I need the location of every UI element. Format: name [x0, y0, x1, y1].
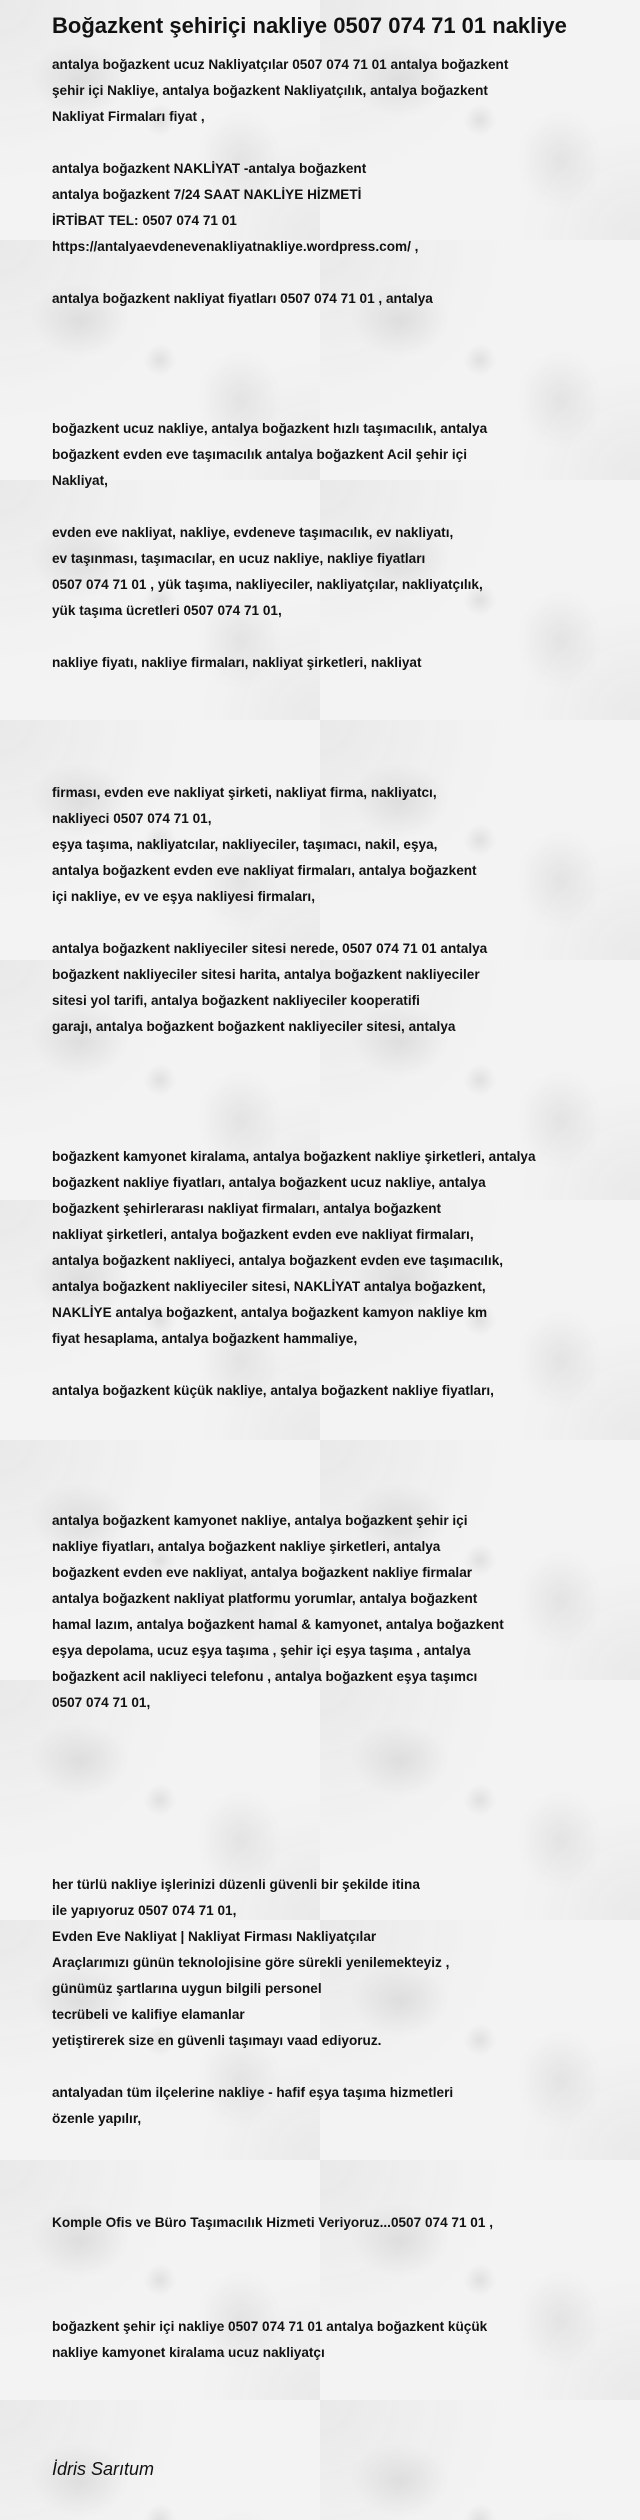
text-line: 0507 074 71 01,: [52, 1695, 151, 1710]
text-line: Evden Eve Nakliyat | Nakliyat Firması Nakliyatçılar: [52, 1929, 377, 1944]
page-title: Boğazkent şehiriçi nakliye 0507 074 71 01 nakliye: [52, 13, 567, 38]
paragraph-gap: [52, 2054, 632, 2080]
text-line: Araçlarımızı günün teknolojisine göre sürekli yenilemekteyiz ,: [52, 1955, 450, 1970]
text-line: NAKLİYE antalya boğazkent, antalya boğazkent kamyon nakliye km: [52, 1305, 488, 1320]
text-line: fiyat hesaplama, antalya boğazkent hammaliye,: [52, 1331, 358, 1346]
text-line: Komple Ofis ve Büro Taşımacılık Hizmeti Veriyoruz...0507 074 71 01 ,: [52, 2215, 493, 2230]
text-line: yetiştirerek size en güvenli taşımayı vaad ediyoruz.: [52, 2033, 382, 2048]
text-line: antalya boğazkent kamyonet nakliye, antalya boğazkent şehir içi: [52, 1513, 468, 1528]
section-gap: [52, 1040, 632, 1144]
text-line: antalya boğazkent evden eve nakliyat firmaları, antalya boğazkent: [52, 863, 477, 878]
text-line: nakliyeci 0507 074 71 01,: [52, 811, 212, 826]
text-line: özenle yapılır,: [52, 2111, 142, 2126]
text-line: eşya depolama, ucuz eşya taşıma , şehir içi eşya taşıma , antalya: [52, 1643, 471, 1658]
text-line: Nakliyat,: [52, 473, 108, 488]
text-line: nakliye fiyatları, antalya boğazkent nakliye şirketleri, antalya: [52, 1539, 441, 1554]
article-body: [52, 52, 632, 2366]
text-line: antalya boğazkent nakliyeci, antalya boğazkent evden eve taşımacılık,: [52, 1253, 504, 1268]
text-line: nakliye kamyonet kiralama ucuz nakliyatçı: [52, 2345, 325, 2360]
text-line: antalya boğazkent nakliyeciler sitesi, NAKLİYAT antalya boğazkent,: [52, 1279, 486, 1294]
text-line: içi nakliye, ev ve eşya nakliyesi firmaları,: [52, 889, 315, 904]
text-line: boğazkent kamyonet kiralama, antalya boğazkent nakliye şirketleri, antalya: [52, 1149, 536, 1164]
text-line: boğazkent ucuz nakliye, antalya boğazkent hızlı taşımacılık, antalya: [52, 421, 488, 436]
text-line: 0507 074 71 01 , yük taşıma, nakliyeciler, nakliyatçılar, nakliyatçılık,: [52, 577, 483, 592]
text-line: tecrübeli ve kalifiye elamanlar: [52, 2007, 245, 2022]
text-line: nakliyat şirketleri, antalya boğazkent evden eve nakliyat firmaları,: [52, 1227, 474, 1242]
text-line: firması, evden eve nakliyat şirketi, nakliyat firma, nakliyatcı,: [52, 785, 437, 800]
section-gap: [52, 312, 632, 416]
text-line: antalya boğazkent nakliyeciler sitesi nerede, 0507 074 71 01 antalya: [52, 941, 488, 956]
text-line: yük taşıma ücretleri 0507 074 71 01,: [52, 603, 282, 618]
text-line: ile yapıyoruz 0507 074 71 01,: [52, 1903, 237, 1918]
text-line: günümüz şartlarına uygun bilgili personel: [52, 1981, 322, 1996]
paragraph-gap: [52, 1352, 632, 1378]
author-signature: İdris Sarıtum: [52, 2459, 155, 2479]
section-gap: [52, 2236, 632, 2314]
text-line: nakliye fiyatı, nakliye firmaları, nakliyat şirketleri, nakliyat: [52, 655, 422, 670]
text-line: boğazkent şehir içi nakliye 0507 074 71 01 antalya boğazkent küçük: [52, 2319, 488, 2334]
section-gap: [52, 1404, 632, 1508]
text-line: boğazkent şehirlerarası nakliyat firmaları, antalya boğazkent: [52, 1201, 442, 1216]
paragraph-gap: [52, 624, 632, 650]
phone-line: İRTİBAT TEL: 0507 074 71 01: [52, 213, 237, 228]
text-line: antalya boğazkent 7/24 SAAT NAKLİYE HİZMETİ: [52, 187, 362, 202]
text-line: antalya boğazkent nakliyat fiyatları 0507 074 71 01 , antalya: [52, 291, 433, 306]
text-line: boğazkent nakliye fiyatları, antalya boğazkent ucuz nakliye, antalya: [52, 1175, 486, 1190]
section-gap: [52, 2132, 632, 2210]
text-line: şehir içi Nakliye, antalya boğazkent Nakliyatçılık, antalya boğazkent: [52, 83, 488, 98]
text-line: garajı, antalya boğazkent boğazkent nakliyeciler sitesi, antalya: [52, 1019, 456, 1034]
text-line: boğazkent nakliyeciler sitesi harita, antalya boğazkent nakliyeciler: [52, 967, 480, 982]
text-line: antalya boğazkent nakliyat platformu yorumlar, antalya boğazkent: [52, 1591, 478, 1606]
text-line: her türlü nakliye işlerinizi düzenli güvenli bir şekilde itina: [52, 1877, 420, 1892]
text-line: eşya taşıma, nakliyatcılar, nakliyeciler, taşımacı, nakil, eşya,: [52, 837, 438, 852]
text-line: antalya boğazkent ucuz Nakliyatçılar 0507 074 71 01 antalya boğazkent: [52, 57, 509, 72]
text-line: antalya boğazkent NAKLİYAT -antalya boğazkent: [52, 161, 367, 176]
website-link[interactable]: https://antalyaevdenevenakliyatnakliye.wordpress.com/ ,: [52, 239, 419, 254]
text-line: Nakliyat Firmaları fiyat ,: [52, 109, 205, 124]
text-line: antalyadan tüm ilçelerine nakliye - hafif eşya taşıma hizmetleri: [52, 2085, 454, 2100]
text-line: boğazkent evden eve nakliyat, antalya boğazkent nakliye firmalar: [52, 1565, 473, 1580]
text-line: evden eve nakliyat, nakliye, evdeneve taşımacılık, ev nakliyatı,: [52, 525, 454, 540]
section-gap: [52, 676, 632, 780]
text-line: sitesi yol tarifi, antalya boğazkent nakliyeciler kooperatifi: [52, 993, 420, 1008]
text-line: boğazkent acil nakliyeci telefonu , antalya boğazkent eşya taşımcı: [52, 1669, 478, 1684]
text-line: hamal lazım, antalya boğazkent hamal & kamyonet, antalya boğazkent: [52, 1617, 504, 1632]
paragraph-gap: [52, 260, 632, 286]
text-line: antalya boğazkent küçük nakliye, antalya boğazkent nakliye fiyatları,: [52, 1383, 494, 1398]
section-gap: [52, 1716, 632, 1872]
text-line: boğazkent evden eve taşımacılık antalya boğazkent Acil şehir içi: [52, 447, 468, 462]
paragraph-gap: [52, 130, 632, 156]
paragraph-gap: [52, 494, 632, 520]
paragraph-gap: [52, 910, 632, 936]
text-line: ev taşınması, taşımacılar, en ucuz nakliye, nakliye fiyatları: [52, 551, 426, 566]
